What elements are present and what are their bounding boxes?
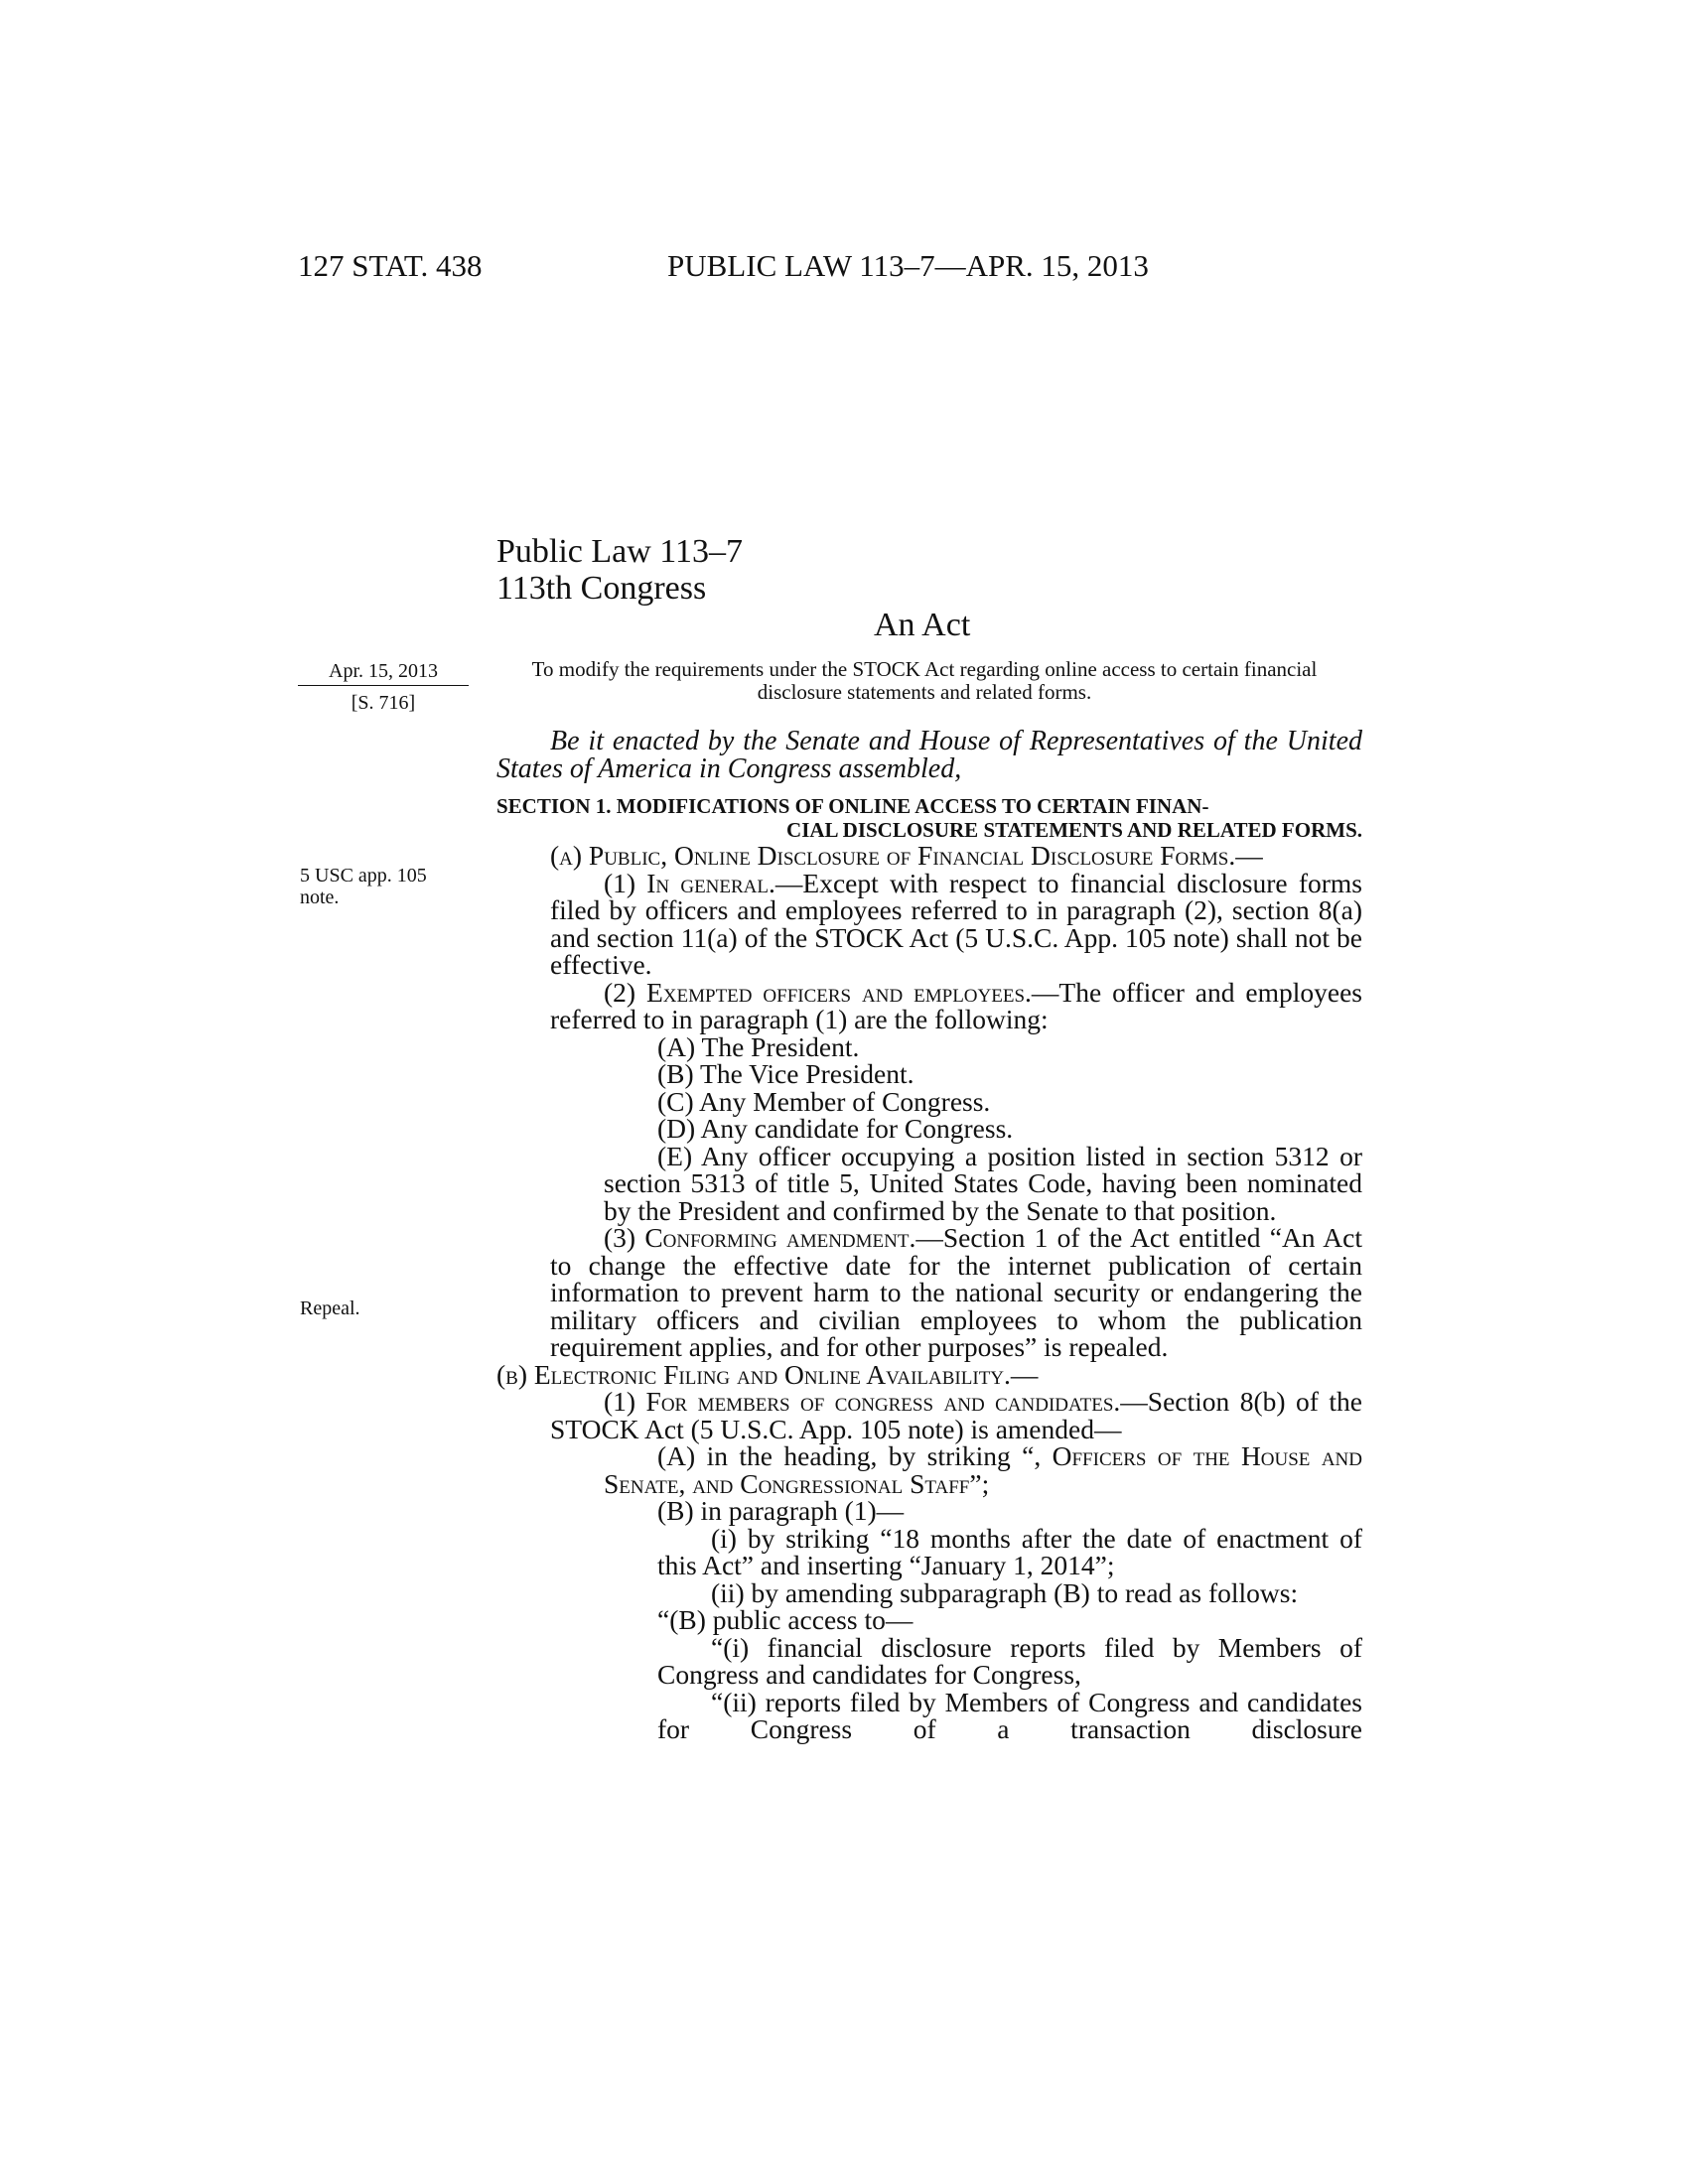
paragraph-b1 [496, 1388, 1362, 1442]
paragraph-a1-text: —Except with respect to financial disclosure forms filed by officers and employees referred to in paragraph (2), section 8(a) and section 11(a) of the STOCK Act (5 U.S.C. App. 105 note) shall not be effective. [550, 867, 1362, 980]
public-law-number: Public Law 113–7 [496, 533, 744, 570]
subparagraph-b1-B: (B) in paragraph (1)— [657, 1495, 905, 1526]
subparagraph-a2-B: (B) The Vice President. [657, 1058, 914, 1089]
paragraph-a2-label: (2) Exempted officers and employees. [604, 976, 1032, 1008]
subsection-b-heading: (b) Electronic Filing and Online Availability.— [496, 1358, 1039, 1390]
clause-b1-B-ii: (ii) by amending subparagraph (B) to read as follows: [711, 1576, 1299, 1608]
enacting-clause: Be it enacted by the Senate and House of Representatives of the United States of America in Congress assembled, [496, 726, 1362, 784]
subparagraph-b1-A-post: ”; [969, 1467, 990, 1499]
paragraph-a3-text: —Section 1 of the Act entitled “An Act to change the effective date for the internet publication of certain information to prevent harm to the national security or endangering the military officers and civilian employees to whom the publication requirement applies, and for other purposes” is repealed. [550, 1222, 1362, 1362]
subparagraph-a2-A: (A) The President. [657, 1030, 860, 1062]
quoted-clause-ii: “(ii) reports filed by Members of Congress and candidates for Congress of a transaction disclosure [657, 1686, 1362, 1744]
paragraph-b1-text: —Section 8(b) of the STOCK Act (5 U.S.C. App. 105 note) is amended— [550, 1386, 1362, 1444]
section-heading [496, 794, 1362, 842]
margin-usc-note: note. [300, 887, 340, 908]
clause-b1-B-i: (i) by striking “18 months after the date of enactment of this Act” and inserting “January 1, 2014”; [657, 1522, 1362, 1580]
subparagraph-b1-A-struck-text: Officers of the House and Senate, and Congressional Staff [604, 1440, 1362, 1499]
margin-bill-number: [S. 716] [351, 692, 416, 714]
act-purpose: To modify the requirements under the STOCK Act regarding online access to certain financial disclosure statements and related forms. [531, 657, 1318, 704]
page-stat-citation: 127 STAT. 438 [298, 248, 483, 283]
quoted-subparagraph-B: “(B) public access to— [657, 1604, 914, 1635]
act-heading: An Act [874, 607, 971, 643]
subsection-a-heading: (a) Public, Online Disclosure of Financial Disclosure Forms.— [550, 840, 1263, 871]
subparagraph-b1-A [496, 1442, 1362, 1497]
paragraph-a2-text: —The officer and employees referred to in paragraph (1) are the following: [550, 976, 1363, 1034]
section-heading-line-2: CIAL DISCLOSURE STATEMENTS AND RELATED FORMS. [786, 818, 1362, 842]
paragraph-a3-label: (3) Conforming amendment. [604, 1222, 916, 1253]
quoted-clause-i: “(i) financial disclosure reports filed by Members of Congress and candidates for Congress, [657, 1631, 1362, 1690]
paragraph-b1-label: (1) For members of congress and candidates. [604, 1386, 1121, 1417]
margin-usc-citation: 5 USC app. 105 [300, 865, 427, 887]
subparagraph-b1-A-pre: (A) in the heading, by striking “, [657, 1440, 1053, 1471]
paragraph-a1-label: (1) In general. [604, 867, 775, 898]
subparagraph-a2-E: (E) Any officer occupying a position listed in section 5312 or section 5313 of title 5, United States Code, having been nominated by the President and confirmed by the Senate to that position. [604, 1140, 1362, 1226]
paragraph-a2 [496, 976, 1363, 1034]
margin-repeal-note: Repeal. [300, 1297, 360, 1319]
paragraph-a1 [496, 867, 1362, 980]
congress-number: 113th Congress [496, 570, 707, 607]
subparagraph-a2-C: (C) Any Member of Congress. [657, 1085, 991, 1117]
running-header-title: PUBLIC LAW 113–7—APR. 15, 2013 [667, 248, 1149, 283]
statute-body [496, 842, 1362, 1743]
margin-date: Apr. 15, 2013 [329, 660, 438, 682]
margin-rule [298, 685, 469, 686]
section-heading-line-1: SECTION 1. MODIFICATIONS OF ONLINE ACCESS TO CERTAIN FINAN- [496, 794, 1209, 818]
subparagraph-a2-D: (D) Any candidate for Congress. [657, 1113, 1014, 1144]
paragraph-a3 [496, 1224, 1362, 1361]
